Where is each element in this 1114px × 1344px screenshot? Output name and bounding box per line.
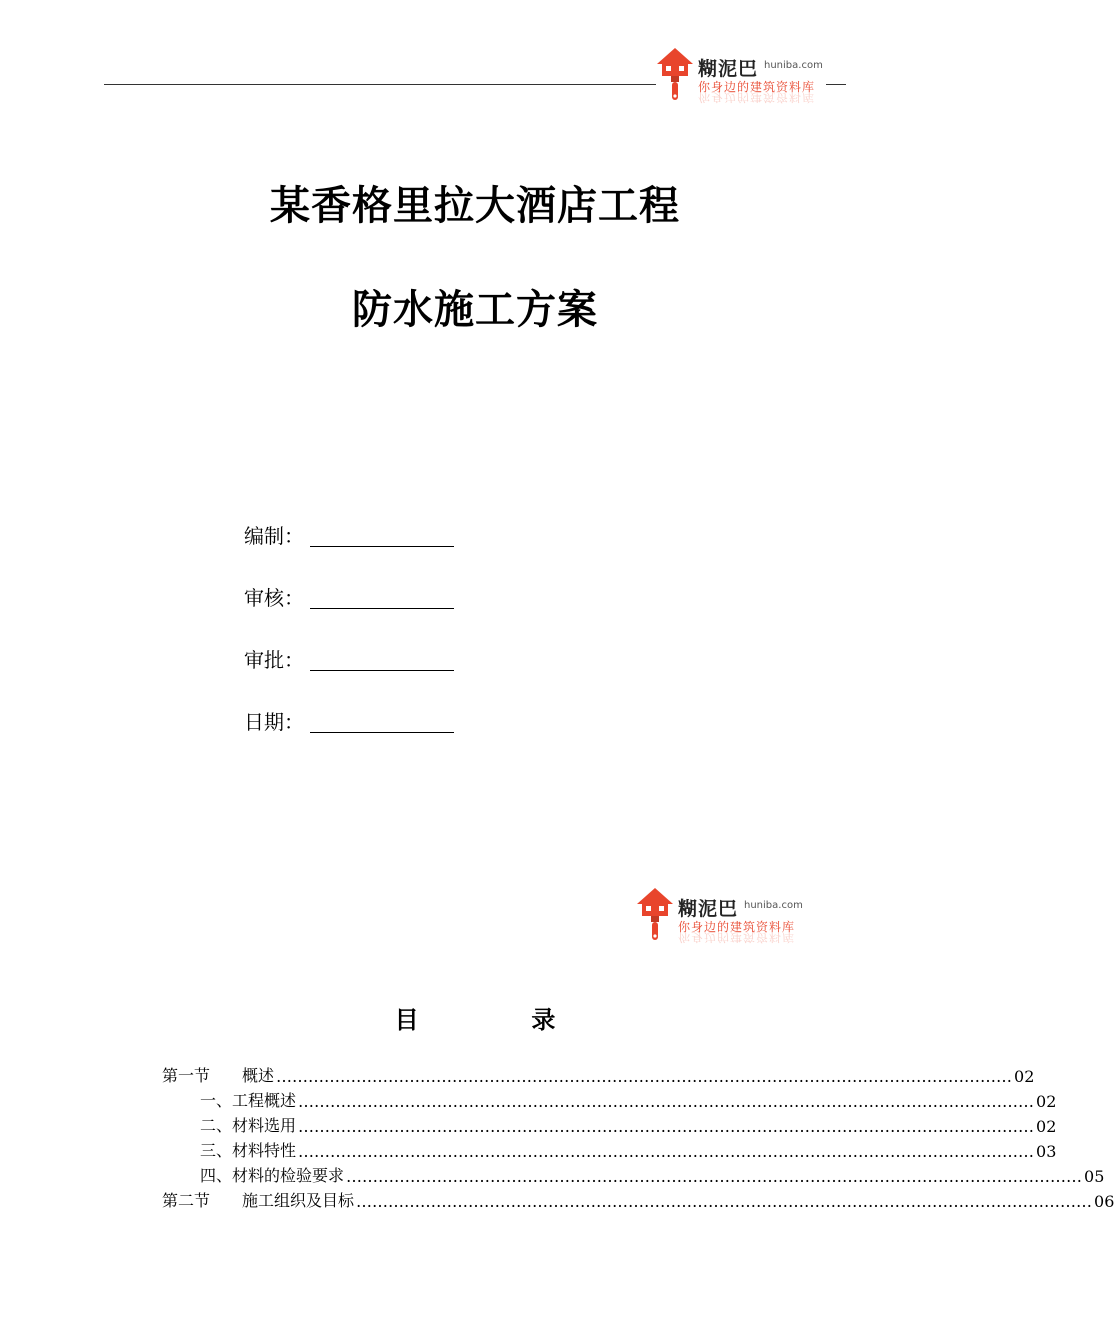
house-brush-icon	[634, 884, 676, 946]
toc-entry-label: 三、材料特性	[200, 1141, 297, 1160]
document-title: 某香格里拉大酒店工程	[270, 183, 680, 229]
header-logo	[654, 44, 854, 106]
signature-row-approve	[244, 644, 304, 674]
logo-tagline-reflection: 你身边的建筑资料库	[698, 90, 816, 104]
logo-domain: huniba.com	[744, 900, 803, 911]
logo-domain: huniba.com	[764, 60, 823, 71]
toc-entry[interactable]	[162, 1064, 1035, 1086]
toc-leader: …………………………………………………………………………………………………………………………	[298, 1142, 1035, 1161]
toc-entry-label: 四、材料的检验要求	[200, 1166, 345, 1185]
toc-entry-page: 05	[1084, 1167, 1105, 1186]
toc-entry[interactable]	[162, 1189, 1114, 1211]
logo-tagline: 你身边的建筑资料库	[698, 80, 816, 94]
signature-label: 编制：	[244, 524, 304, 548]
signature-line	[310, 732, 454, 733]
toc-entry-label: 二、材料选用	[200, 1116, 297, 1135]
signature-row-date	[244, 706, 304, 736]
signature-label: 审批：	[244, 648, 304, 672]
toc-entry[interactable]	[200, 1164, 1105, 1186]
toc-leader: …………………………………………………………………………………………………………………………	[298, 1092, 1035, 1111]
toc-entry[interactable]	[200, 1114, 1057, 1136]
signature-row-review	[244, 582, 304, 612]
logo-tagline: 你身边的建筑资料库	[678, 920, 796, 934]
header-rule	[104, 84, 656, 85]
signature-line	[310, 546, 454, 547]
signature-row-compile	[244, 520, 304, 550]
document-subtitle: 防水施工方案	[352, 287, 598, 333]
toc-entry[interactable]	[200, 1139, 1057, 1161]
signature-line	[310, 608, 454, 609]
signature-label: 审核：	[244, 586, 304, 610]
toc-entry-page: 02	[1036, 1092, 1057, 1111]
toc-entry-label: 第一节 概述	[162, 1066, 275, 1085]
toc-entry-page: 02	[1014, 1067, 1035, 1086]
watermark-logo	[634, 884, 834, 946]
signature-line	[310, 670, 454, 671]
toc-entry-page: 03	[1036, 1142, 1057, 1161]
toc-entry-label: 第二节 施工组织及目标	[162, 1191, 355, 1210]
toc-leader: …………………………………………………………………………………………………………………………	[298, 1117, 1035, 1136]
toc-title-left: 目	[394, 1006, 419, 1034]
signature-label: 日期：	[244, 710, 304, 734]
toc-leader: …………………………………………………………………………………………………………………………	[356, 1192, 1093, 1211]
toc-entry-page: 02	[1036, 1117, 1057, 1136]
toc-entry-label: 一、工程概述	[200, 1091, 297, 1110]
toc-leader: …………………………………………………………………………………………………………………………	[346, 1167, 1083, 1186]
logo-tagline-reflection: 你身边的建筑资料库	[678, 930, 796, 944]
toc-entry-page: 06	[1094, 1192, 1114, 1211]
toc-leader: …………………………………………………………………………………………………………………………	[276, 1067, 1013, 1086]
logo-name: 糊泥巴	[678, 898, 739, 920]
house-brush-icon	[654, 44, 696, 106]
toc-entry[interactable]	[200, 1089, 1057, 1111]
logo-name: 糊泥巴	[698, 58, 759, 80]
toc-title-right: 录	[531, 1006, 556, 1034]
toc-title	[0, 1000, 950, 1035]
